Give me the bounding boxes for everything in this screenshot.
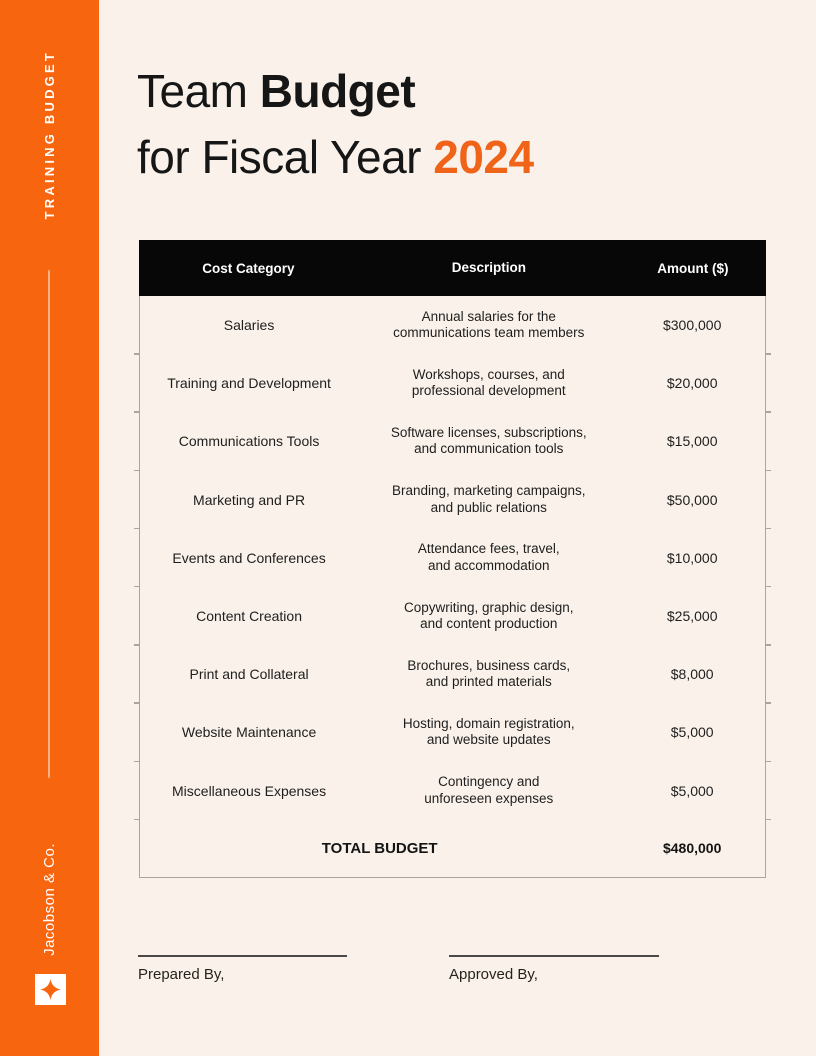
description-line: Attendance fees, travel,	[417, 541, 560, 557]
sidebar-vertical-title-text: TRAINING BUDGET	[42, 50, 57, 220]
sidebar	[0, 0, 99, 1056]
table-row	[140, 587, 765, 645]
description-line: Hosting, domain registration,	[402, 715, 575, 731]
description-line: Software licenses, subscriptions,	[390, 424, 587, 440]
description-line: and accommodation	[427, 557, 550, 573]
cost-category-cell: Events and Conferences	[172, 549, 326, 566]
title-regular-text: Team	[137, 65, 248, 117]
description-line: Workshops, courses, and	[412, 366, 565, 382]
description-line: Contingency and	[438, 774, 540, 790]
cost-category-cell: Content Creation	[196, 608, 302, 625]
amount-cell: $8,000	[670, 666, 714, 683]
description-line: unforeseen expenses	[424, 790, 554, 806]
amount-cell: $15,000	[666, 433, 718, 450]
description-cell	[358, 425, 619, 458]
description-cell	[358, 367, 619, 400]
description-line: and communication tools	[414, 441, 564, 457]
description-line: and website updates	[426, 732, 551, 748]
table-row	[140, 529, 765, 587]
prepared-by-signature	[138, 955, 347, 983]
approved-by-label: Approved By,	[449, 966, 538, 983]
cost-category-cell: Website Maintenance	[181, 724, 317, 741]
description-line: and printed materials	[425, 674, 552, 690]
cost-category-cell: Marketing and PR	[193, 491, 306, 508]
description-line: Annual salaries for the	[421, 308, 556, 324]
sidebar-company-name	[0, 826, 99, 972]
description-line: Branding, marketing campaigns,	[391, 483, 586, 499]
total-amount: $480,000	[662, 840, 722, 857]
description-cell	[358, 483, 619, 516]
header-cost-category: Cost Category	[202, 260, 295, 276]
total-label: TOTAL BUDGET	[321, 839, 438, 857]
company-name-text: Jacobson & Co.	[41, 842, 58, 956]
budget-table	[139, 240, 766, 878]
prepared-by-label: Prepared By,	[138, 966, 225, 983]
description-cell	[358, 309, 619, 342]
total-row	[140, 820, 765, 877]
table-row	[140, 762, 765, 820]
amount-cell: $20,000	[666, 375, 718, 392]
sidebar-vertical-title	[0, 40, 99, 230]
title-year-text: 2024	[433, 131, 534, 183]
description-line: professional development	[411, 383, 566, 399]
description-cell	[358, 774, 619, 807]
table-header-row	[139, 240, 766, 296]
cost-category-cell: Print and Collateral	[189, 666, 309, 683]
description-cell	[358, 600, 619, 633]
table-row	[140, 471, 765, 529]
title-regular-text-2: for Fiscal Year	[137, 131, 421, 183]
table-row	[140, 412, 765, 470]
amount-cell: $25,000	[666, 608, 718, 625]
amount-cell: $300,000	[662, 317, 722, 334]
page-title	[137, 58, 534, 190]
amount-cell: $5,000	[670, 782, 714, 799]
sidebar-divider-line	[48, 270, 50, 778]
cost-category-cell: Communications Tools	[178, 433, 320, 450]
table-row	[140, 645, 765, 703]
amount-cell: $50,000	[666, 491, 718, 508]
description-cell	[358, 716, 619, 749]
company-logo	[35, 974, 66, 1005]
cost-category-cell: Miscellaneous Expenses	[172, 782, 327, 799]
description-cell	[358, 541, 619, 574]
sparkle-diamond-icon	[40, 979, 61, 1000]
page-title-line2	[137, 124, 534, 190]
approved-by-signature	[449, 955, 659, 983]
header-amount: Amount ($)	[657, 260, 729, 276]
cost-category-cell: Salaries	[223, 317, 275, 334]
description-line: and public relations	[430, 499, 547, 515]
page-title-line1	[137, 58, 534, 124]
title-bold-text: Budget	[259, 65, 416, 117]
amount-cell: $5,000	[670, 724, 714, 741]
description-line: Copywriting, graphic design,	[403, 599, 574, 615]
cost-category-cell: Training and Development	[167, 375, 331, 392]
table-body	[139, 296, 766, 878]
description-line: Brochures, business cards,	[407, 657, 571, 673]
table-row	[140, 703, 765, 761]
description-cell	[358, 658, 619, 691]
description-line: communications team members	[393, 325, 585, 341]
table-row	[140, 354, 765, 412]
amount-cell: $10,000	[666, 549, 718, 566]
header-description: Description	[451, 259, 526, 275]
description-line: and content production	[420, 616, 558, 632]
table-row	[140, 296, 765, 354]
